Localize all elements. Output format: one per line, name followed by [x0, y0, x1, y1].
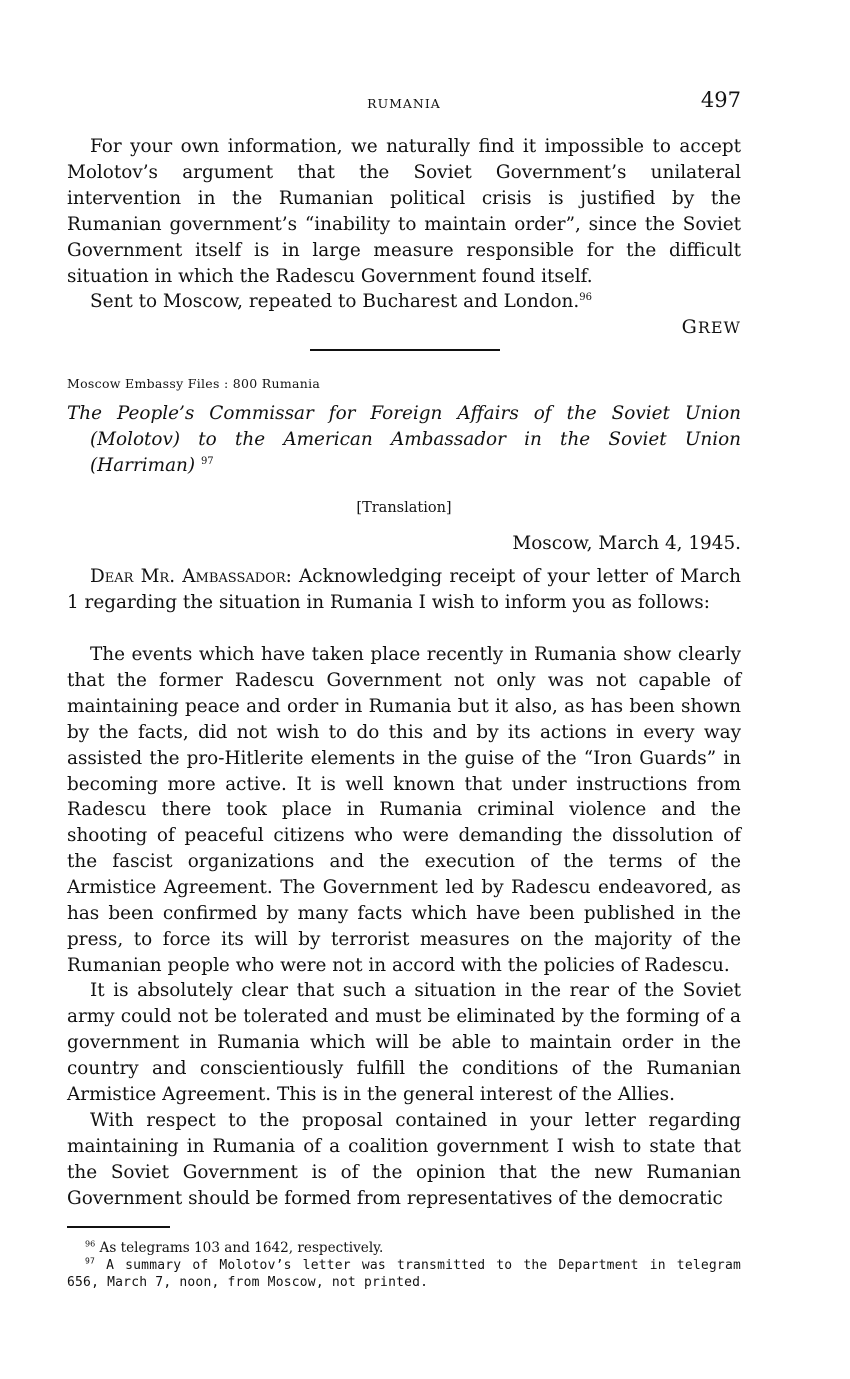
paragraph-sent-to [67, 289, 741, 315]
footnotes [67, 1240, 741, 1291]
paragraph-sent-to-text: Sent to Moscow, repeated to Bucharest and London. [90, 291, 580, 312]
page-number: 497 [700, 88, 741, 112]
footnote-97-text: A summary of Molotov’s letter was transmitted to the Department in telegram 656, March 7, noon, from Moscow, not printed. [67, 1258, 742, 1290]
file-reference: Moscow Embassy Files : 800 Rumania [67, 376, 321, 391]
dateline: Moscow, March 4, 1945. [512, 533, 741, 554]
paragraph-coalition: With respect to the proposal contained in your letter regarding maintaining in Rumania of a coalition government I wish to state that the Soviet Government is of the opinion that the new Rumanian Government should be formed from representatives of the democratic [67, 1110, 741, 1209]
running-head-title: RUMANIA [367, 96, 441, 111]
footnote-97-number: 97 [85, 1256, 96, 1266]
document-title-line-2: (Molotov) to the American Ambassador in the Soviet Union [90, 428, 741, 450]
document-title-line-3-text: (Harriman) [90, 454, 196, 476]
paragraph-own-information: For your own information, we naturally find it impossible to accept Molotov’s argument that the Soviet Government’s unilateral intervention in the Rumanian political crisis is justified by the Rumanian government’s “inability to maintain order”, since the Soviet Government itself is in large measure responsible for the difficult situation in which the Radescu Government found itself. [67, 136, 741, 287]
paragraph-acknowledging: Acknowledging receipt of your letter of March 1 regarding the situation in Rumania I wish to inform you as follows: [67, 566, 741, 613]
signature-initial: G [681, 316, 698, 338]
paragraph-absolutely-clear: It is absolutely clear that such a situation in the rear of the Soviet army could not be tolerated and must be eliminated by the forming of a government in Rumania which will be able to maintain order in the country and conscientiously fulfill the conditions of the Rumanian Armistice Agreement. This is in the general interest of the Allies. [67, 980, 741, 1105]
footnote-ref-97: 97 [200, 455, 214, 467]
footnote-96 [67, 1240, 741, 1257]
footnote-ref-96: 96 [579, 291, 592, 303]
footnote-97 [67, 1257, 741, 1291]
footnote-96-number: 96 [85, 1239, 96, 1249]
translation-note: [Translation] [356, 500, 452, 516]
salutation: Dear Mr. Ambassador: [90, 566, 292, 587]
document-title-line-3 [67, 453, 741, 479]
section-divider [310, 349, 500, 351]
document-title [67, 401, 741, 479]
footnote-divider [67, 1226, 170, 1228]
document-title-line-1: The People’s Commissar for Foreign Affairs of the Soviet Union [67, 403, 741, 424]
signature-rest: REW [697, 318, 741, 337]
footnote-96-text: As telegrams 103 and 1642, respectively. [99, 1240, 384, 1256]
running-head [67, 88, 741, 116]
paragraph-salutation [67, 564, 741, 616]
signature [682, 316, 741, 338]
paragraph-events: The events which have taken place recently in Rumania show clearly that the former Radescu Government not only was not capable of maintaining peace and order in Rumania but it also, as has been shown by the facts, did not wish to do this and by its actions in every way assisted the pro-Hitlerite elements in the guise of the “Iron Guards” in becoming more active. It is well known that under instructions from Radescu there took place in Rumania criminal violence and the shooting of peaceful citizens who were demanding the dissolution of the fascist organizations and the execution of the terms of the Armistice Agreement. The Government led by Radescu endeavored, as has been confirmed by many facts which have been published in the press, to force its will by terrorist measures on the majority of the Rumanian people who were not in accord with the policies of Radescu. [67, 644, 741, 976]
